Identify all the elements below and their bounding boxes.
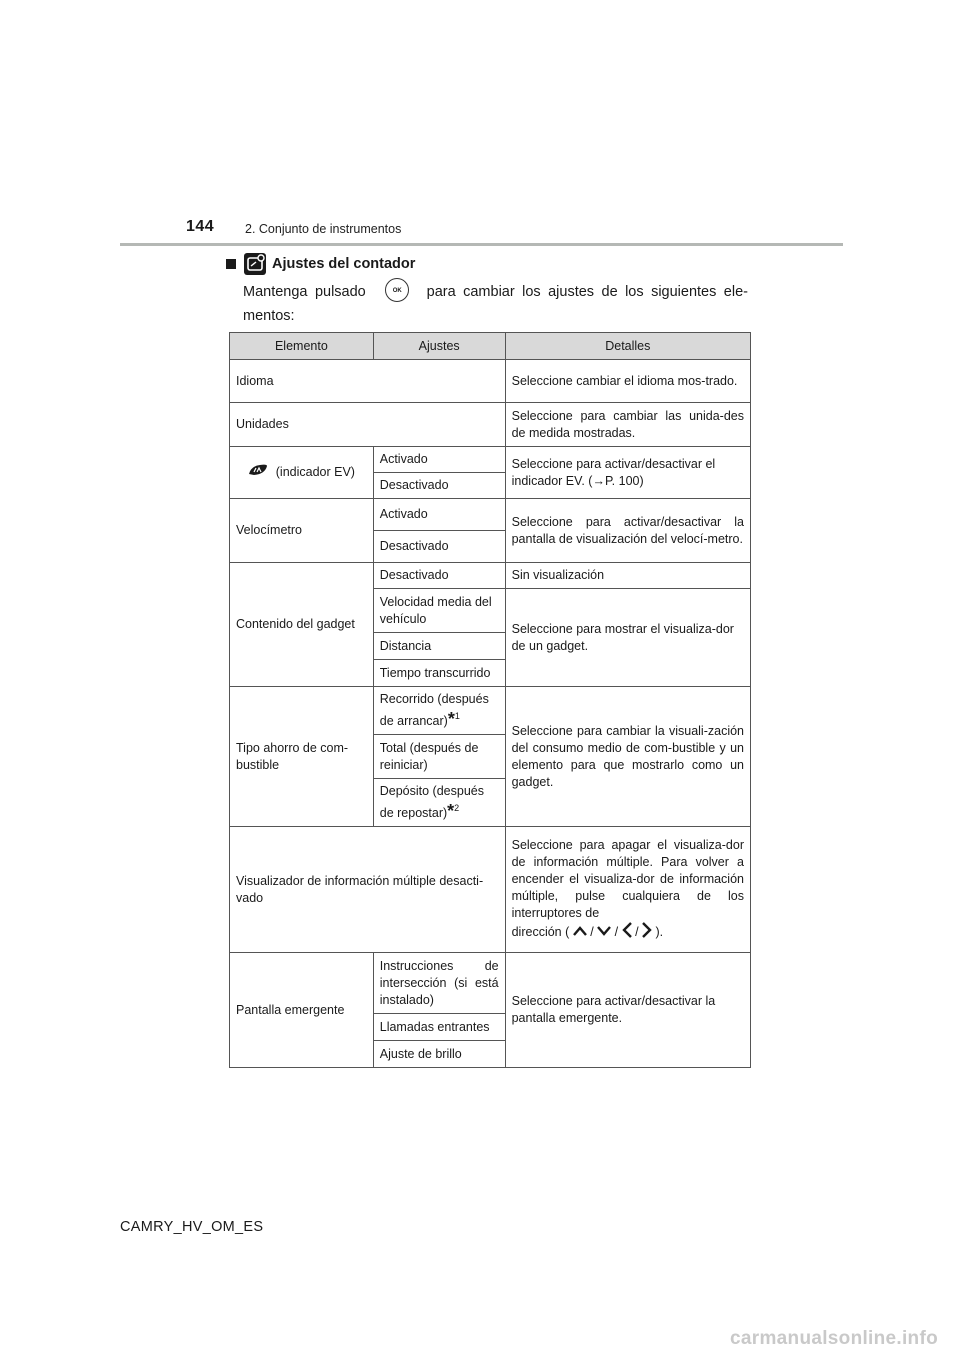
header-elemento: Elemento (230, 333, 374, 360)
cell-velocimetro-activado: Activado (373, 499, 505, 531)
cell-velocimetro-desactivado: Desactivado (373, 531, 505, 563)
ev-indicator-icon (248, 464, 268, 481)
chevron-right-icon (642, 922, 652, 943)
table-row (230, 403, 751, 447)
cell-gadget-off-detalles: Sin visualización (505, 563, 750, 589)
cell-emergente-brillo: Ajuste de brillo (373, 1041, 505, 1068)
intro-text-before: Mantenga pulsado (243, 284, 366, 300)
watermark: carmanualsonline.info (730, 1328, 938, 1349)
cell-idioma-detalles: Seleccione cambiar el idioma mos-trado. (505, 360, 750, 403)
settings-table (229, 332, 751, 1068)
table-header-row (230, 333, 751, 360)
chevron-left-icon (622, 922, 632, 943)
table-row (230, 827, 751, 953)
footnote-ref-2: 2 (454, 803, 460, 813)
cell-velocimetro-detalles: Seleccione para activar/desactivar la pantalla de visualización del velocí-metro. (505, 499, 750, 563)
multi-detalles-text: Seleccione para apagar el visualiza-dor de información múltiple. Para volver a encender el visualiza-dor de información múltiple, pulse cualquiera de los interruptores de (511, 837, 744, 920)
page-number: 144 (186, 218, 215, 235)
cell-consumo-deposito (373, 779, 505, 827)
cell-gadget-detalles: Seleccione para mostrar el visualiza-dor de un gadget. (505, 589, 750, 687)
chevron-up-icon (573, 924, 587, 941)
cell-unidades-detalles: Seleccione para cambiar las unida-des de medida mostradas. (505, 403, 750, 447)
multi-direccion-suffix: ). (655, 924, 664, 939)
table-row (230, 563, 751, 589)
cell-consumo-recorrido (373, 687, 505, 735)
table-row (230, 953, 751, 1014)
cell-velocimetro: Velocímetro (230, 499, 374, 563)
footnote-star-icon: * (447, 801, 455, 821)
cell-gadget-distancia: Distancia (373, 633, 505, 660)
section-title: Ajustes del contador (272, 256, 416, 272)
cell-ev-activado: Activado (373, 447, 505, 473)
cell-gadget-desactivado: Desactivado (373, 563, 505, 589)
footer-code: CAMRY_HV_OM_ES (120, 1219, 264, 1235)
table-row (230, 687, 751, 735)
table-row (230, 447, 751, 473)
cell-multi: Visualizador de información múltiple desacti-vado (230, 827, 506, 953)
intro-text-after: para cambiar los ajustes de los siguientes ele-mentos: (243, 284, 748, 325)
meter-settings-icon (244, 253, 266, 275)
consumo-recorrido-label: Recorrido (después de arrancar) (379, 692, 489, 728)
cell-consumo: Tipo ahorro de com-bustible (230, 687, 374, 827)
square-bullet-icon (226, 259, 236, 269)
cell-ev-desactivado: Desactivado (373, 473, 505, 499)
cell-emergente: Pantalla emergente (230, 953, 374, 1068)
cell-multi-detalles: Seleccione para apagar el visualiza-dor de información múltiple. Para volver a encender el visualiza-dor de información múltiple, pulse cualquiera de los interruptores de dirección ( / / / ). (505, 827, 750, 953)
consumo-deposito-label: Depósito (después de repostar) (379, 784, 484, 820)
cell-emergente-detalles: Seleccione para activar/desactivar la pantalla emergente. (505, 953, 750, 1068)
ev-label: (indicador EV) (275, 464, 355, 479)
cell-consumo-detalles: Seleccione para cambiar la visuali-zación del consumo medio de com-bustible y un elemento para que mostrarlo como un gadget. (505, 687, 750, 827)
cell-emergente-instrucciones: Instrucciones de intersección (si está instalado) (373, 953, 505, 1014)
header-rule (120, 243, 843, 246)
intro-paragraph (243, 280, 748, 328)
cell-gadget-tiempo: Tiempo transcurrido (373, 660, 505, 687)
chapter-title: 2. Conjunto de instrumentos (245, 222, 402, 236)
cell-gadget-velocidad: Velocidad media del vehículo (373, 589, 505, 633)
ok-button-icon: OK (385, 278, 409, 302)
header-detalles: Detalles (505, 333, 750, 360)
footnote-star-icon: * (447, 709, 455, 729)
cell-emergente-llamadas: Llamadas entrantes (373, 1014, 505, 1041)
header-ajustes: Ajustes (373, 333, 505, 360)
section-heading (226, 253, 415, 275)
cell-idioma: Idioma (230, 360, 506, 403)
table-row (230, 360, 751, 403)
cell-consumo-total: Total (después de reiniciar) (373, 735, 505, 779)
cell-unidades: Unidades (230, 403, 506, 447)
cell-ev-detalles: Seleccione para activar/desactivar el indicador EV. (→P. 100) (505, 447, 750, 499)
cell-ev (230, 447, 374, 499)
chevron-down-icon (597, 924, 611, 941)
multi-direccion-prefix: dirección ( (511, 924, 570, 939)
table-row (230, 499, 751, 531)
footnote-ref-1: 1 (454, 711, 460, 721)
cell-gadget: Contenido del gadget (230, 563, 374, 687)
